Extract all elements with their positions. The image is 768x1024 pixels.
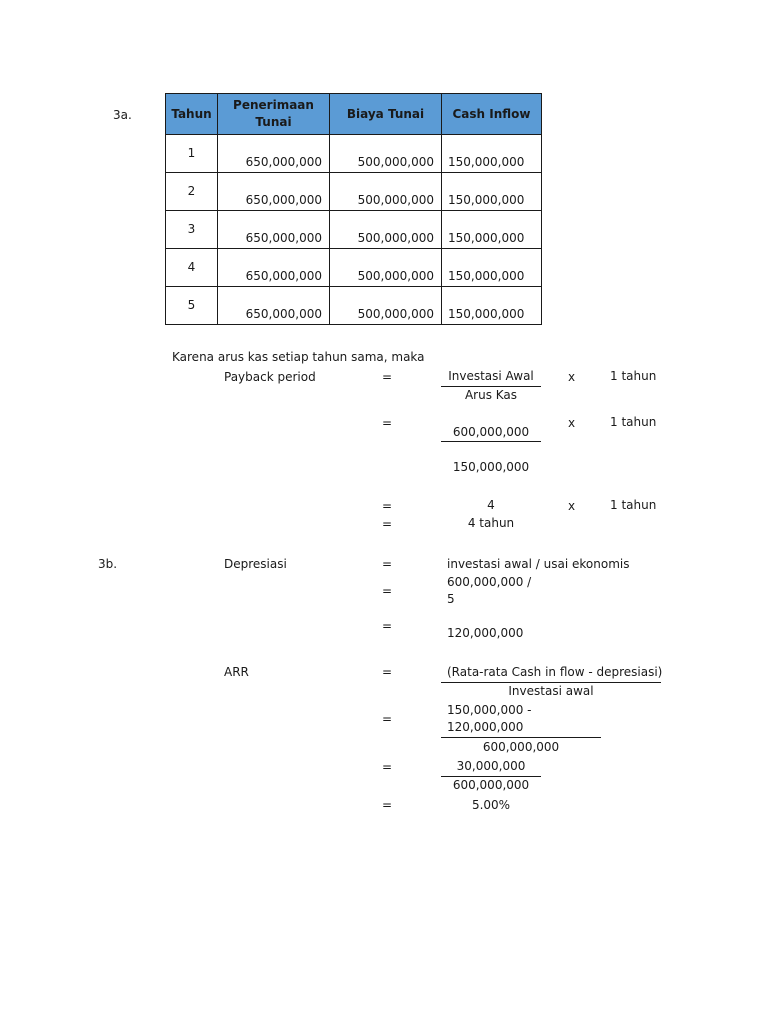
header-biaya-tunai: Biaya Tunai (330, 94, 442, 135)
cell-year: 2 (166, 173, 218, 211)
table-row (166, 249, 542, 287)
payback-equals: = (382, 499, 393, 513)
arr-numerator: (Rata-rata Cash in flow - depresiasi) (447, 665, 663, 679)
intro-text: Karena arus kas setiap tahun sama, maka (172, 350, 425, 364)
cell-inflow: 150,000,000 (442, 135, 542, 173)
cell-inflow: 150,000,000 (442, 173, 542, 211)
cell-year: 1 (166, 135, 218, 173)
arr-step2-denominator: 600,000,000 (482, 740, 560, 754)
payback-step2-denominator: 150,000,000 (452, 460, 530, 474)
times-sign: x (568, 370, 576, 384)
cell-penerimaan: 650,000,000 (218, 249, 330, 287)
payback-label: Payback period (224, 370, 316, 384)
arr-step2-numerator-line2: 120,000,000 (447, 720, 524, 734)
arr-equals: = (382, 798, 393, 812)
section-3a-label: 3a. (113, 108, 132, 122)
table-row (166, 173, 542, 211)
cell-year: 5 (166, 287, 218, 325)
times-sign: x (568, 499, 576, 513)
unit-label: 1 tahun (610, 369, 657, 383)
payback-denominator: Arus Kas (464, 388, 518, 402)
fraction-line (441, 441, 541, 442)
cell-year: 4 (166, 249, 218, 287)
arr-equals: = (382, 760, 393, 774)
cell-inflow: 150,000,000 (442, 287, 542, 325)
cell-biaya: 500,000,000 (330, 249, 442, 287)
fraction-line (441, 682, 661, 683)
arr-result: 5.00% (471, 798, 511, 812)
fraction-line (441, 737, 601, 738)
arr-equals: = (382, 665, 393, 679)
table-row (166, 211, 542, 249)
arr-step3-denominator: 600,000,000 (452, 778, 530, 792)
depreciation-label: Depresiasi (224, 557, 287, 571)
header-penerimaan-tunai: Penerimaan Tunai (218, 94, 330, 135)
cell-penerimaan: 650,000,000 (218, 211, 330, 249)
cell-penerimaan: 650,000,000 (218, 287, 330, 325)
arr-equals: = (382, 712, 393, 726)
depreciation-result: 120,000,000 (447, 626, 524, 640)
table-row (166, 287, 542, 325)
payback-result: 4 tahun (467, 516, 515, 530)
payback-numerator: Investasi Awal (448, 369, 534, 383)
payback-equals: = (382, 416, 393, 430)
depreciation-formula: investasi awal / usai ekonomis (447, 557, 630, 571)
fraction-line (441, 386, 541, 387)
depreciation-equals: = (382, 557, 393, 571)
arr-label: ARR (224, 665, 249, 679)
unit-label: 1 tahun (610, 498, 657, 512)
cell-biaya: 500,000,000 (330, 211, 442, 249)
arr-denominator: Investasi awal (508, 684, 594, 698)
payback-step3-value: 4 (487, 498, 495, 512)
depreciation-equals: = (382, 619, 393, 633)
cell-biaya: 500,000,000 (330, 135, 442, 173)
arr-step3-numerator: 30,000,000 (456, 759, 526, 773)
times-sign: x (568, 416, 576, 430)
cell-penerimaan: 650,000,000 (218, 135, 330, 173)
cell-biaya: 500,000,000 (330, 287, 442, 325)
header-tahun: Tahun (166, 94, 218, 135)
cash-flow-table (165, 93, 542, 325)
table-row (166, 135, 542, 173)
payback-step2-numerator: 600,000,000 (452, 425, 530, 439)
cell-year: 3 (166, 211, 218, 249)
depreciation-equals: = (382, 584, 393, 598)
header-cash-inflow: Cash Inflow (442, 94, 542, 135)
cell-inflow: 150,000,000 (442, 249, 542, 287)
cell-biaya: 500,000,000 (330, 173, 442, 211)
section-3b-label: 3b. (98, 557, 118, 571)
depreciation-step2-line2: 5 (447, 592, 455, 606)
fraction-line (441, 776, 541, 777)
unit-label: 1 tahun (610, 415, 657, 429)
depreciation-step2-line1: 600,000,000 / (447, 575, 532, 589)
table-header-row (166, 94, 542, 135)
cell-inflow: 150,000,000 (442, 211, 542, 249)
payback-equals: = (382, 517, 393, 531)
payback-equals: = (382, 370, 393, 384)
cell-penerimaan: 650,000,000 (218, 173, 330, 211)
arr-step2-numerator-line1: 150,000,000 - (447, 703, 532, 717)
